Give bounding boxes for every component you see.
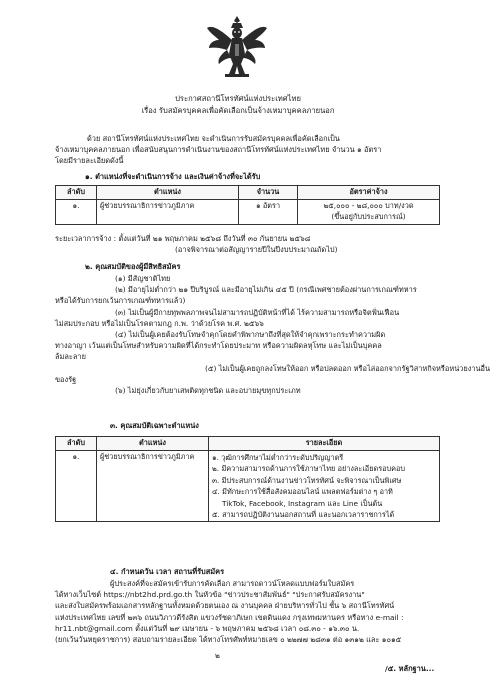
qualification-item: ของรัฐ — [55, 374, 77, 384]
section3-heading: ๓. คุณสมบัติเฉพาะตำแหน่ง — [110, 421, 199, 430]
col-header: ตำแหน่ง — [97, 186, 239, 200]
table-row — [56, 451, 440, 522]
detail-item: TikTok, Facebook, Instagram และ Line เป็นต้น — [222, 498, 383, 508]
qualification-item: ทางอาญา เว้นแต่เป็นโทษสำหรับความผิดที่ได้กระทำโดยประมาท หรือความผิดลหุโทษ และไม่เป็นบุคคล — [55, 341, 382, 351]
section2-heading: ๒. คุณสมบัติของผู้มีสิทธิสมัคร — [85, 262, 181, 271]
detail-item: ๒. มีความสามารถด้านการใช้ภาษาไทย อย่างละเอียดรอบคอบ — [212, 464, 406, 474]
continue-marker: /๕. หลักฐาน... — [385, 664, 435, 673]
qualification-item: หรือได้รับการยกเว้นการเกณฑ์ทหารแล้ว) — [55, 296, 186, 306]
employment-period — [55, 233, 440, 255]
garuda-emblem-icon — [205, 14, 269, 80]
application-line: hr11.nbt@gmail.com ตั้งแต่วันที่ ๒๙ เมษายน - ๖ พฤษภาคม ๒๕๖๘ เวลา ๐๘.๓๐ - ๑๖.๓๐ น. — [55, 623, 360, 633]
cell-no: ๑. — [56, 200, 97, 225]
cell-rate — [298, 200, 440, 225]
cell-details — [209, 451, 440, 522]
cell-no: ๑. — [56, 451, 97, 522]
qualification-item: (๓) ไม่เป็นผู้มีกายทุพพลภาพจนไม่สามารถปฏิบัติหน้าที่ได้ ไร้ความสามารถหรือจิตฟั่นเฟือน — [115, 307, 400, 317]
application-details — [55, 578, 445, 645]
detail-item: ๕. สามารถปฏิบัติงานนอกสถานที่ และนอกเวลาราชการได้ — [212, 510, 395, 520]
period-note: (อาจพิจารณาต่อสัญญารายปีในปีงบประมาณถัดไป) — [175, 245, 338, 255]
qualification-item: ล้มละลาย — [55, 352, 86, 362]
announcement-subject: เรื่อง รับสมัครบุคคลเพื่อคัดเลือกเป็นจ้างเหมาบุคคลภายนอก — [141, 106, 335, 115]
period-line: ระยะเวลาการจ้าง : ตั้งแต่วันที่ ๒๑ พฤษภาคม ๒๕๖๘ ถึงวันที่ ๓๐ กันยายน ๒๕๖๘ — [55, 234, 311, 243]
section4-heading: ๔. กำหนดวัน เวลา สถานที่รับสมัคร — [110, 567, 225, 576]
col-header: รายละเอียด — [209, 437, 440, 451]
section1-heading: ๑. ตำแหน่งที่จะดำเนินการจ้าง และเงินค่าจ้างที่จะได้รับ — [85, 172, 261, 181]
rate-value: ๒๕,๐๐๐ - ๒๘,๐๐๐ บาท/งวด — [323, 201, 414, 210]
table-row — [56, 200, 440, 225]
qualification-list — [55, 273, 490, 396]
detail-item: ๔. มีทักษะการใช้สื่อสังคมออนไลน์ แพลตฟอร์มต่าง ๆ อาทิ — [212, 487, 393, 497]
intro-paragraph — [55, 133, 440, 167]
col-header: จำนวน — [239, 186, 298, 200]
announcement-title: ประกาศสถานีโทรทัศน์แห่งประเทศไทย — [175, 94, 301, 103]
cell-count: ๑ อัตรา — [239, 200, 298, 225]
rate-note: (ขึ้นอยู่กับประสบการณ์) — [331, 212, 406, 221]
application-line: ได้ทางเว็บไซต์ https://nbt2hd.prd.go.th ในหัวข้อ "ข่าวประชาสัมพันธ์" "ประกาศรับสมัครงาน" — [55, 590, 365, 600]
application-line: แห่งประเทศไทย เลขที่ ๒๓๖ ถนนวิภาวดีรังสิต แขวงรัชดาภิเษก เขตดินแดง กรุงเทพมหานคร หรือทาง e-mail : — [55, 612, 404, 622]
cell-position: ผู้ช่วยบรรณาธิการข่าวภูมิภาค — [97, 200, 239, 225]
detail-item: ๓. มีประสบการณ์ด้านงานข่าวโทรทัศน์ จะพิจารณาเป็นพิเศษ — [212, 475, 402, 485]
col-header: อัตราค่าจ้าง — [298, 186, 440, 200]
qualification-item: (๖) ไม่ยุ่งเกี่ยวกับยาเสพติดทุกชนิด และอบายมุขทุกประเภท — [115, 386, 301, 396]
intro-line: ด้วย สถานีโทรทัศน์แห่งประเทศไทย จะดำเนินการรับสมัครบุคคลเพื่อคัดเลือกเป็น — [87, 134, 340, 143]
intro-line: จ้างเหมาบุคคลภายนอก เพื่อสนับสนุนการดำเนินงานของสถานีโทรทัศน์แห่งประเทศไทย จำนวน ๑ อัตรา — [55, 145, 382, 155]
specific-qualification-table — [55, 436, 440, 522]
position-rate-table — [55, 185, 440, 225]
cell-position: ผู้ช่วยบรรณาธิการข่าวภูมิภาค — [97, 451, 209, 522]
table-header-row — [56, 437, 440, 451]
qualification-item: (๔) ไม่เป็นผู้เคยต้องรับโทษจำคุกโดยคำพิพากษาถึงที่สุดให้จำคุกเพราะกระทำความผิด — [115, 330, 386, 340]
application-line: และส่งใบสมัครพร้อมเอกสารหลักฐานทั้งหมดด้วยตนเอง ณ งานบุคคล ฝ่ายบริหารทั่วไป ชั้น ๖ สถานีโทรทัศน์ — [55, 601, 395, 611]
col-header: ลำดับ — [56, 437, 97, 451]
col-header: ตำแหน่ง — [97, 437, 209, 451]
qualification-item: (๕) ไม่เป็นผู้เคยถูกลงโทษให้ออก หรือปลดออก หรือไล่ออกจากรัฐวิสาหกิจหรือหน่วยงานอื่น — [205, 363, 490, 373]
col-header: ลำดับ — [56, 186, 97, 200]
qualification-item: (๒) มีอายุไม่ต่ำกว่า ๒๑ ปีบริบูรณ์ และมีอายุไม่เกิน ๔๕ ปี (กรณีเพศชายต้องผ่านการเกณฑ์ทหาร — [115, 285, 417, 295]
page-number: ๒ — [215, 651, 220, 660]
application-line: ผู้ประสงค์ที่จะสมัครเข้ารับการคัดเลือก สามารถดาวน์โหลดแบบฟอร์มใบสมัคร — [110, 579, 355, 588]
qualification-item: (๑) มีสัญชาติไทย — [115, 274, 171, 283]
application-line: (ยกเว้นวันหยุดราชการ) สอบถามรายละเอียด ได้ทางโทรศัพท์หมายเลข ๐ ๒๒๗๗ ๒๘๓๑ ต่อ ๑๓๑๒ และ ๑๐๑๕ — [55, 635, 402, 645]
qualification-item: ไม่สมประกอบ หรือไม่เป็นโรคตามกฎ ก.พ. ว่าด้วยโรค พ.ศ. ๒๕๖๖ — [55, 318, 264, 328]
intro-line: โดยมีรายละเอียดดังนี้ — [55, 156, 124, 166]
table-header-row — [56, 186, 440, 200]
detail-item: ๑. วุฒิการศึกษาไม่ต่ำกว่าระดับปริญญาตรี — [212, 453, 344, 462]
